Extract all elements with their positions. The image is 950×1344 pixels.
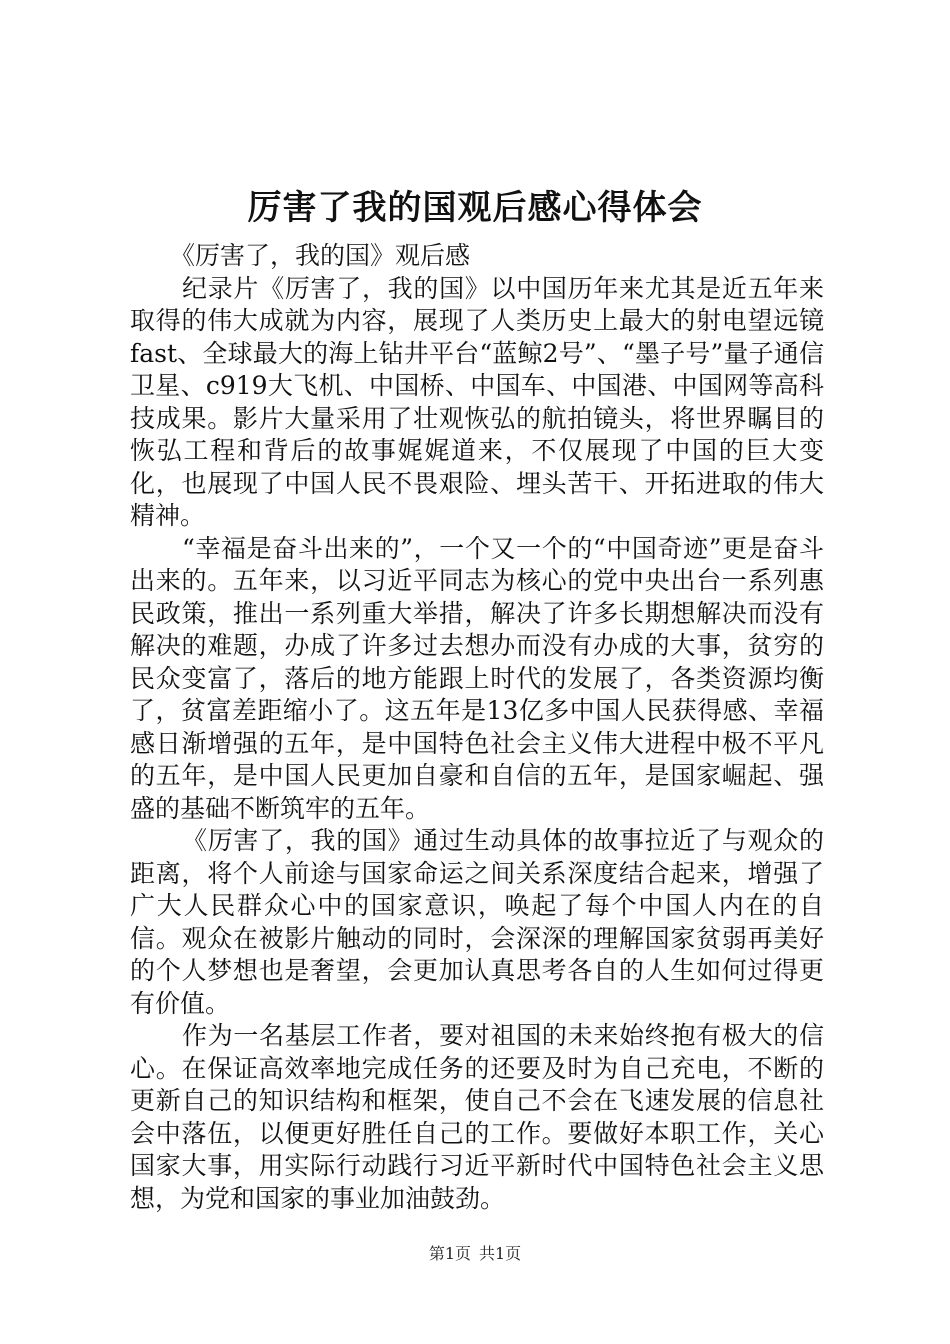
document-subheading: 《厉害了，我的国》观后感	[170, 241, 471, 270]
body-paragraph: “幸福是奋斗出来的”，一个又一个的“中国奇迹”更是奋斗出来的。五年来，以习近平同志为核心的党中央出台一系列惠民政策，推出一系列重大举措，解决了许多长期想解决而没有解决的难题，办成了许多过去想办而没有办成的大事，贫穷的民众变富了，落后的地方能跟上时代的发展了，各类资源均衡了，贫富差距缩小了。这五年是13亿多中国人民获得感、幸福感日渐增强的五年，是中国特色社会主义伟大进程中极不平凡的五年，是中国人民更加自豪和自信的五年，是国家崛起、强盛的基础不断筑牢的五年。	[130, 533, 824, 823]
page-number: 第1页	[428, 1244, 471, 1263]
body-paragraph: 《厉害了，我的国》通过生动具体的故事拉近了与观众的距离，将个人前途与国家命运之间关系深度结合起来，增强了广大人民群众心中的国家意识，唤起了每个中国人内在的自信。观众在被影片触动的同时，会深深的理解国家贫弱再美好的个人梦想也是奢望，会更加认真思考各自的人生如何过得更有价值。	[130, 826, 824, 1018]
page-footer	[0, 1242, 950, 1266]
page-total: 共1页	[479, 1244, 522, 1263]
body-paragraph: 纪录片《厉害了，我的国》以中国历年来尤其是近五年来取得的伟大成就为内容，展现了人类历史上最大的射电望远镜fast、全球最大的海上钻井平台“蓝鲸2号”、“墨子号”量子通信卫星、c919大飞机、中国桥、中国车、中国港、中国网等高科技成果。影片大量采用了壮观恢弘的航拍镜头，将世界瞩目的恢弘工程和背后的故事娓娓道来，不仅展现了中国的巨大变化，也展现了中国人民不畏艰险、埋头苦干、开拓进取的伟大精神。	[130, 273, 824, 530]
body-paragraph: 作为一名基层工作者，要对祖国的未来始终抱有极大的信心。在保证高效率地完成任务的还要及时为自己充电，不断的更新自己的知识结构和框架，使自己不会在飞速发展的信息社会中落伍，以便更好胜任自己的工作。要做好本职工作，关心国家大事，用实际行动践行习近平新时代中国特色社会主义思想，为党和国家的事业加油鼓劲。	[130, 1021, 824, 1213]
document-body	[130, 240, 824, 1215]
document-title: 厉害了我的国观后感心得体会	[247, 188, 703, 228]
